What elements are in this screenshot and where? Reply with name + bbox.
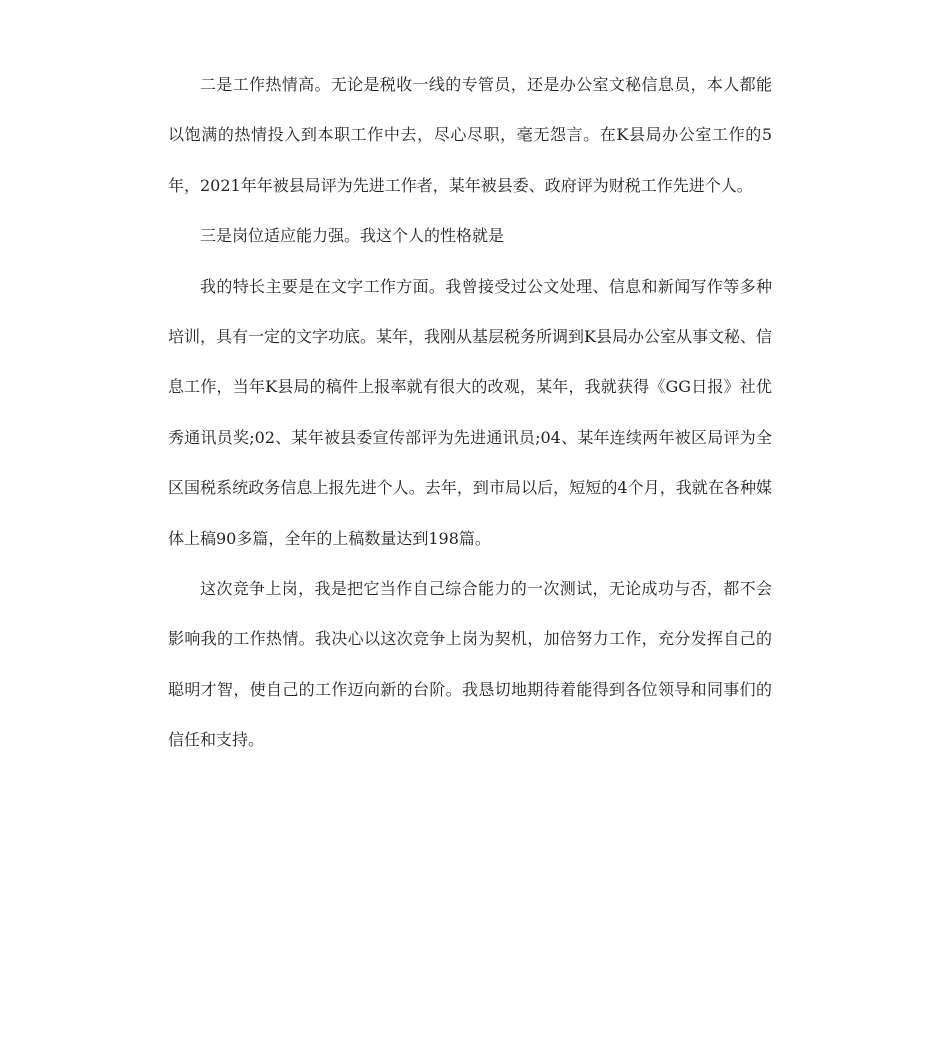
paragraph-work-enthusiasm: 二是工作热情高。无论是税收一线的专管员，还是办公室文秘信息员，本人都能以饱满的热情投入到本职工作中去，尽心尽职，毫无怨言。在K县局办公室工作的5年，2021年年被县局评为先进工作者，某年被县委、政府评为财税工作先进个人。 — [168, 75, 772, 195]
paragraph-writing-skills: 我的特长主要是在文字工作方面。我曾接受过公文处理、信息和新闻写作等多种培训，具有一定的文字功底。某年，我刚从基层税务所调到K县局办公室从事文秘、信息工作，当年K县局的稿件上报率就有很大的改观，某年，我就获得《GG日报》社优秀通讯员奖;02、某年被县委宣传部评为先进通讯员;04、某年连续两年被区局评为全区国税系统政务信息上报先进个人。去年，到市局以后，短短的4个月，我就在各种媒体上稿90多篇，全年的上稿数量达到198篇。 — [168, 276, 772, 548]
document-body — [168, 60, 772, 766]
paragraph-conclusion: 这次竞争上岗，我是把它当作自己综合能力的一次测试，无论成功与否，都不会影响我的工作热情。我决心以这次竞争上岗为契机，加倍努力工作，充分发挥自己的聪明才智，使自己的工作迈向新的台阶。我恳切地期待着能得到各位领导和同事们的信任和支持。 — [168, 579, 772, 750]
paragraph-adaptability: 三是岗位适应能力强。我这个人的性格就是 — [200, 226, 505, 246]
